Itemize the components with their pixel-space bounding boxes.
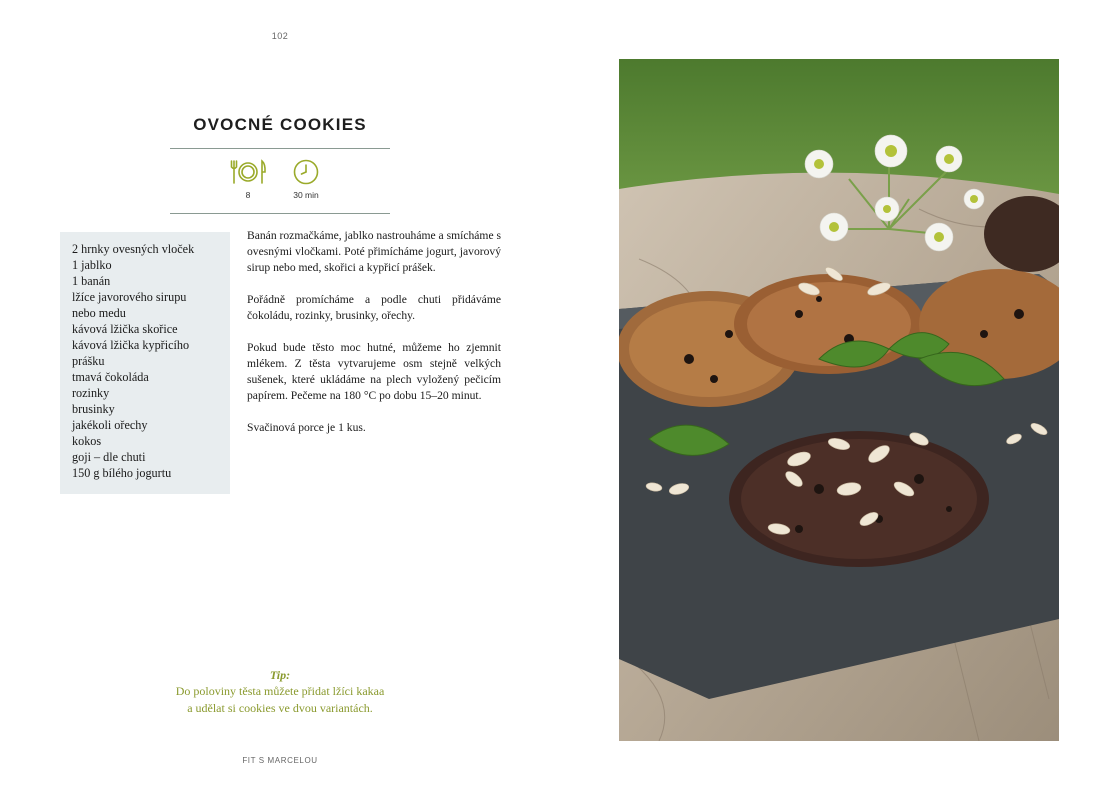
page-number: 102 bbox=[271, 31, 289, 41]
ingredient-item: 1 jablko bbox=[72, 258, 112, 272]
ingredient-item: tmavá čokoláda bbox=[72, 370, 149, 384]
cookies-photo-illustration bbox=[619, 59, 1059, 741]
servings-value: 8 bbox=[245, 190, 251, 200]
ingredient-item: kávová lžička kypřicího bbox=[72, 338, 190, 352]
ingredient-item: kávová lžička skořice bbox=[72, 322, 178, 336]
tip-label: Tip: bbox=[269, 668, 291, 682]
cookies-photo bbox=[619, 59, 1059, 741]
ingredient-item: prášku bbox=[72, 354, 105, 368]
method-paragraph: Pokud bude těsto moc hutné, můžeme ho zjemnit mlékem. Z těsta vytvarujeme osm stejně velkých sušenek, které ukládáme na plech vyložený pečicím papírem. Pečeme na 180 °C po dobu 15–20 minut. bbox=[247, 341, 501, 402]
servings-info bbox=[228, 158, 268, 200]
tip-box bbox=[150, 667, 410, 717]
ingredient-item: rozinky bbox=[72, 386, 110, 400]
ingredient-item: 2 hrnky ovesných vloček bbox=[72, 242, 195, 256]
title-divider-top bbox=[170, 148, 390, 149]
page-footer: FIT S MARCELOU bbox=[242, 756, 318, 765]
time-info bbox=[285, 158, 327, 200]
ingredient-item: 1 banán bbox=[72, 274, 111, 288]
plate-cutlery-icon bbox=[229, 158, 267, 186]
tip-line: Do poloviny těsta můžete přidat lžíci kakaa bbox=[175, 684, 385, 698]
ingredients-list bbox=[60, 232, 230, 494]
tip-line: a udělat si cookies ve dvou variantách. bbox=[187, 701, 373, 715]
method-text bbox=[247, 228, 501, 452]
title-divider-bottom bbox=[170, 213, 390, 214]
ingredient-item: brusinky bbox=[72, 402, 115, 416]
method-paragraph: Pořádně promícháme a podle chuti přidáváme čokoládu, rozinky, brusinky, ořechy. bbox=[247, 293, 501, 322]
time-value: 30 min bbox=[293, 190, 319, 200]
ingredient-item: jakékoli ořechy bbox=[72, 418, 148, 432]
ingredient-item: 150 g bílého jogurtu bbox=[72, 466, 172, 480]
ingredient-item: goji – dle chuti bbox=[72, 450, 146, 464]
method-paragraph: Svačinová porce je 1 kus. bbox=[247, 421, 366, 434]
ingredient-item: kokos bbox=[72, 434, 102, 448]
method-paragraph: Banán rozmačkáme, jablko nastrouháme a smícháme s ovesnými vločkami. Poté přimícháme jogurt, javorový sirup nebo med, skořici a kypřicí prášek. bbox=[247, 229, 502, 274]
ingredient-item: lžíce javorového sirupu bbox=[72, 290, 187, 304]
clock-icon bbox=[292, 158, 320, 186]
recipe-title: OVOCNÉ COOKIES bbox=[193, 115, 367, 134]
ingredient-item: nebo medu bbox=[72, 306, 126, 320]
